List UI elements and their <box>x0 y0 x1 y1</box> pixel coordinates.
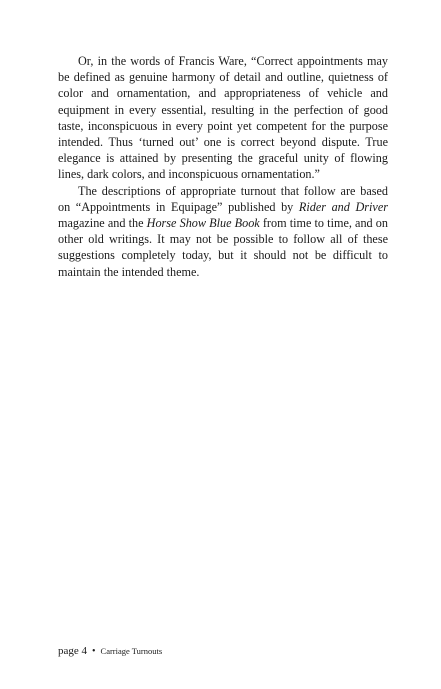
running-title: Carriage Turnouts <box>100 646 163 656</box>
paragraph-text: from time to time, and on other old writings. It may not be possible to follow all of these suggestions completely today, but it should not be difficult to maintain the intended theme. <box>58 216 388 279</box>
footer-separator: • <box>92 646 96 657</box>
paragraph-appointments-descriptions <box>58 183 388 280</box>
paragraph-text: The descriptions of appropriate turnout that follow are based on “Appointments in Equipage” published by <box>58 183 388 214</box>
page-footer <box>58 644 162 659</box>
page-number: page 4 <box>58 645 88 657</box>
italic-title-text: Horse Show Blue Book <box>146 216 260 231</box>
paragraph-francis-ware-quote <box>58 53 388 183</box>
paragraph-text: magazine and the <box>58 216 147 231</box>
italic-title-text: Rider and Driver <box>298 199 388 214</box>
body-text <box>58 53 388 280</box>
paragraph-text: Or, in the words of Francis Ware, “Correct appointments may be defined as genuine harmony of detail and outline, quietness of color and ornamentation, and appropriateness of vehicle and equipment in every essential, resulting in the perfection of good taste, inconspicuous in every point yet competent for the purpose intended. Thus ‘turned out’ one is correct beyond dispute. True elegance is attained by presenting the graceful unity of flowing lines, dark colors, and inconspicuous ornamentation.” <box>58 54 388 182</box>
